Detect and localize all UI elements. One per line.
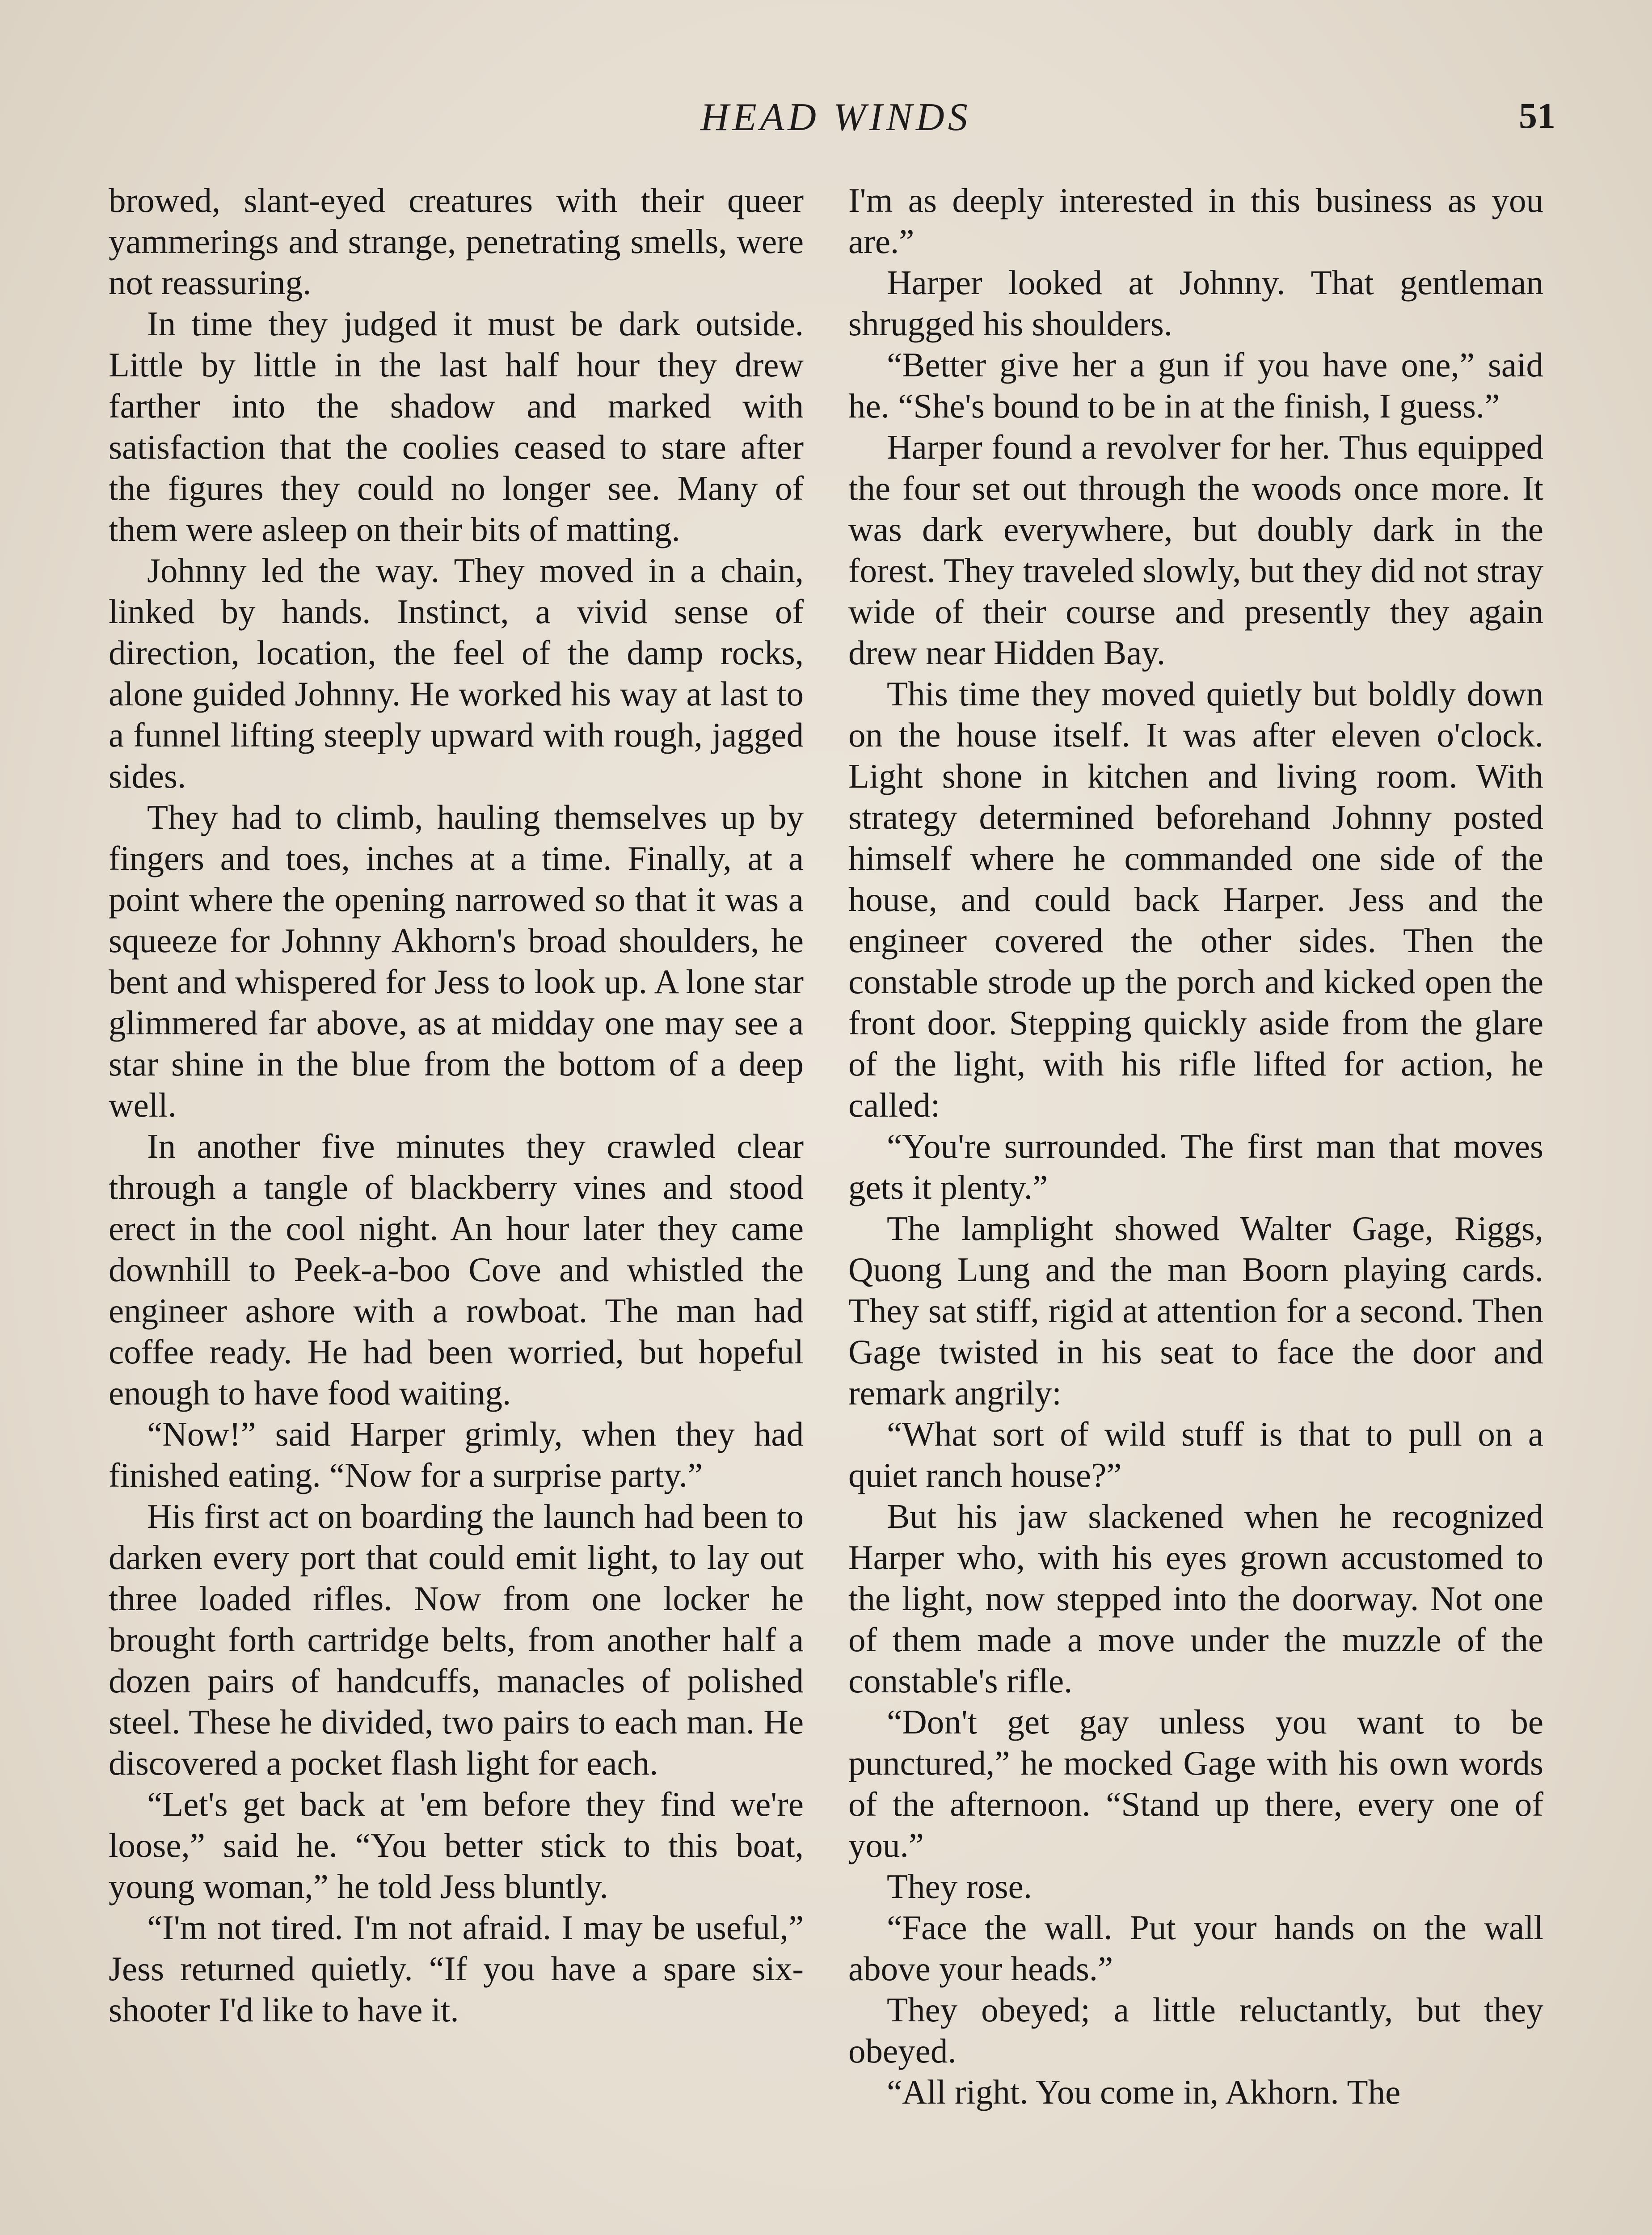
- paragraph: “Let's get back at 'em before they find we're loose,” said he. “You better stick to this boat, young woman,” he told Jess bluntly.: [109, 1785, 804, 1906]
- paragraph: This time they moved quietly but boldly down on the house itself. It was after eleven o'clock. Light shone in kitchen and living room. With strategy determined beforehand Johnny posted himself where he commanded one side of the house, and could back Harper. Jess and the engineer covered the other sides. Then the constable strode up the porch and kicked open the front door. Stepping quickly aside from the glare of the light, with his rifle lifted for action, he called:: [848, 675, 1543, 1124]
- paragraph: Harper looked at Johnny. That gentleman shrugged his shoulders.: [848, 263, 1543, 343]
- paragraph: In another five minutes they crawled clear through a tangle of blackberry vines and stood erect in the cool night. An hour later they came downhill to Peek-a-boo Cove and whistled the engineer ashore with a rowboat. The man had coffee ready. He had been worried, but hopeful enough to have food waiting.: [109, 1127, 804, 1412]
- paragraph: “I'm not tired. I'm not afraid. I may be useful,” Jess returned quietly. “If you have a spare six-shooter I'd like to have it.: [109, 1908, 804, 2029]
- paragraph: I'm as deeply interested in this business as you are.”: [848, 181, 1543, 261]
- paragraph: “Better give her a gun if you have one,” said he. “She's bound to be in at the finish, I guess.”: [848, 346, 1543, 425]
- left-column: [109, 180, 804, 2030]
- paragraph: browed, slant-eyed creatures with their queer yammerings and strange, penetrating smells, were not reassuring.: [109, 181, 804, 302]
- paragraph: They obeyed; a little reluctantly, but they obeyed.: [848, 1990, 1543, 2070]
- paragraph: They rose.: [887, 1867, 1032, 1906]
- paragraph: “All right. You come in, Akhorn. The: [887, 2073, 1401, 2111]
- paragraph: Johnny led the way. They moved in a chain, linked by hands. Instinct, a vivid sense of direction, location, the feel of the damp rocks, alone guided Johnny. He worked his way at last to a funnel lifting steeply upward with rough, jagged sides.: [109, 551, 804, 795]
- paragraph: “Now!” said Harper grimly, when they had finished eating. “Now for a surprise party.”: [109, 1415, 804, 1494]
- paragraph: In time they judged it must be dark outside. Little by little in the last half hour they drew farther into the shadow and marked with satisfaction that the coolies ceased to stare after the figures they could no longer see. Many of them were asleep on their bits of matting.: [109, 304, 804, 548]
- paragraph: The lamplight showed Walter Gage, Riggs, Quong Lung and the man Boorn playing cards. They sat stiff, rigid at attention for a second. Then Gage twisted in his seat to face the door and remark angrily:: [848, 1209, 1543, 1412]
- paragraph: “You're surrounded. The first man that moves gets it plenty.”: [848, 1127, 1543, 1206]
- page-number: 51: [1519, 95, 1555, 136]
- paragraph: They had to climb, hauling themselves up by fingers and toes, inches at a time. Finally, at a point where the opening narrowed so that it was a squeeze for Johnny Akhorn's broad shoulders, he bent and whispered for Jess to look up. A lone star glimmered far above, as at midday one may see a star shine in the blue from the bottom of a deep well.: [109, 798, 804, 1124]
- running-head: HEAD WINDS: [700, 96, 971, 139]
- paragraph: “Face the wall. Put your hands on the wall above your heads.”: [848, 1908, 1543, 1988]
- paragraph: But his jaw slackened when he recognized Harper who, with his eyes grown accustomed to the light, now stepped into the doorway. Not one of them made a move under the muzzle of the constable's rifle.: [848, 1497, 1543, 1700]
- right-column: [848, 180, 1543, 2113]
- paragraph: “What sort of wild stuff is that to pull on a quiet ranch house?”: [848, 1415, 1543, 1494]
- paragraph: “Don't get gay unless you want to be punctured,” he mocked Gage with his own words of the afternoon. “Stand up there, every one of you.”: [848, 1703, 1543, 1864]
- paragraph: Harper found a revolver for her. Thus equipped the four set out through the woods once more. It was dark everywhere, but doubly dark in the forest. They traveled slowly, but they did not stray wide of their course and presently they again drew near Hidden Bay.: [848, 428, 1543, 672]
- paragraph: His first act on boarding the launch had been to darken every port that could emit light, to lay out three loaded rifles. Now from one locker he brought forth cartridge belts, from another half a dozen pairs of handcuffs, manacles of polished steel. These he divided, two pairs to each man. He discovered a pocket flash light for each.: [109, 1497, 804, 1782]
